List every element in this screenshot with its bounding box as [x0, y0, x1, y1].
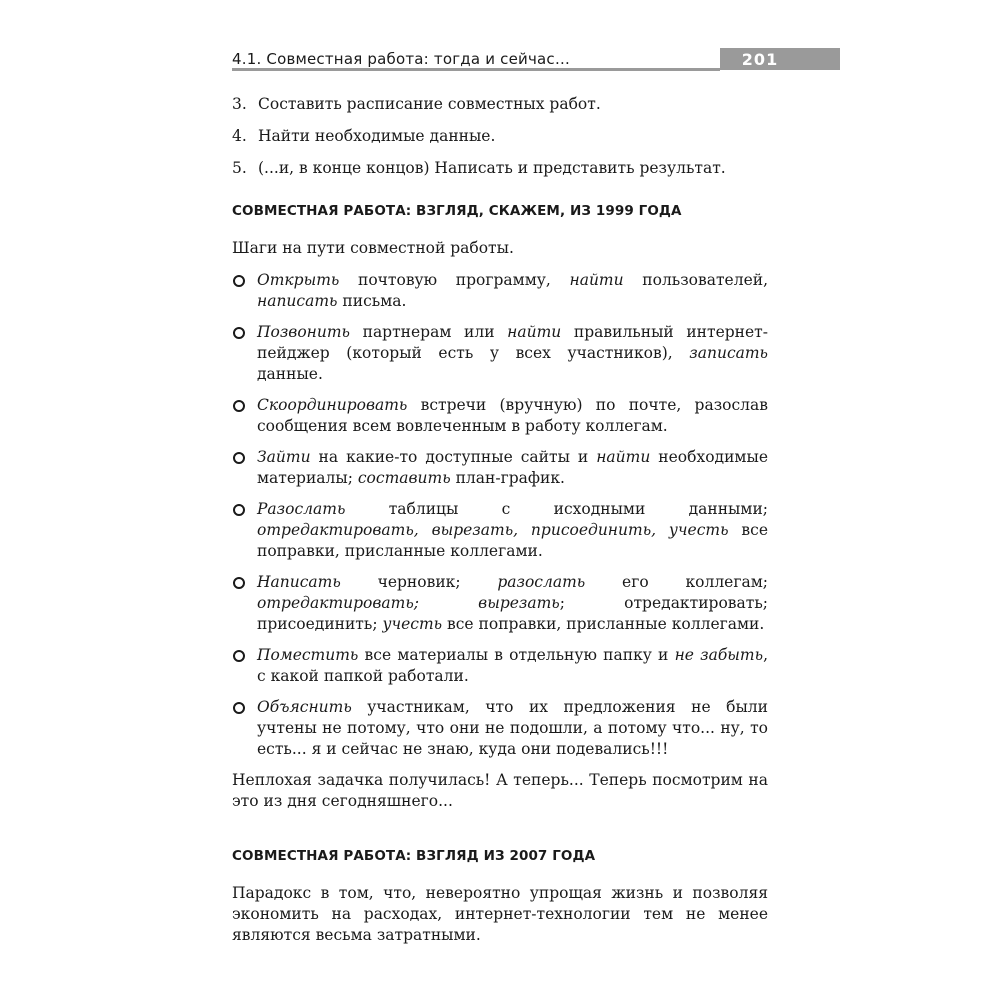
- emphasized-verb: учесть: [382, 615, 443, 633]
- bullet-text: участникам, что их предложения не были учтены не потому, что они не подошли, а потому что... ну, то есть... я и сейчас не знаю, куда они подевались!!!: [257, 698, 768, 758]
- bullet-text: почтовую программу,: [339, 271, 570, 289]
- bullet-circle-icon: [233, 400, 245, 412]
- bullet-circle-icon: [233, 702, 245, 714]
- emphasized-verb: найти: [569, 271, 624, 289]
- emphasized-verb: Скоординировать: [257, 396, 408, 414]
- emphasized-verb: записать: [689, 344, 768, 362]
- section-outro: Неплохая задачка получилась! А теперь... Теперь посмотрим на это из дня сегодняшнего...: [232, 771, 768, 810]
- bullet-text: данные.: [257, 365, 323, 383]
- bullet-text: все материалы в отдельную папку и: [358, 646, 675, 664]
- bullet-item: [232, 447, 768, 489]
- bullet-text: партнерам или: [350, 323, 508, 341]
- header-rule: [232, 68, 720, 71]
- emphasized-verb: отредактировать; вырезать: [257, 594, 560, 612]
- bullet-text: , с какой папкой работали.: [257, 646, 768, 685]
- emphasized-verb: написать: [257, 292, 338, 310]
- bullet-text: ; отредактировать; присоединить;: [257, 594, 768, 633]
- running-header: [232, 48, 840, 72]
- emphasized-verb: Позвонить: [257, 323, 350, 341]
- item-number: 5.: [232, 159, 247, 177]
- bullet-text: все поправки, присланные коллегами.: [257, 521, 768, 560]
- item-number: 3.: [232, 95, 247, 113]
- section-heading-1999: СОВМЕСТНАЯ РАБОТА: ВЗГЛЯД, СКАЖЕМ, ИЗ 1999 ГОДА: [232, 203, 682, 219]
- emphasized-verb: Поместить: [257, 646, 359, 664]
- emphasized-verb: Зайти: [257, 448, 311, 466]
- numbered-item: [232, 158, 768, 179]
- numbered-item: [232, 126, 768, 147]
- bullet-text: письма.: [337, 292, 407, 310]
- page-number: 201: [741, 50, 779, 69]
- emphasized-verb: Открыть: [257, 271, 340, 289]
- emphasized-verb: найти: [596, 448, 651, 466]
- item-text: Найти необходимые данные.: [258, 127, 496, 145]
- bullet-circle-icon: [233, 275, 245, 287]
- emphasized-verb: составить: [357, 469, 451, 487]
- bullet-item: [232, 645, 768, 687]
- bullet-text: его коллегам;: [585, 573, 768, 591]
- emphasized-verb: отредактировать, вырезать, присоединить, учесть: [257, 521, 729, 539]
- bullet-text: встречи (вручную) по почте, разослав сообщения всем вовлеченным в работу коллегам.: [257, 396, 768, 435]
- bullet-text: план-график.: [450, 469, 565, 487]
- bullet-item: [232, 395, 768, 437]
- bullet-list: [232, 270, 768, 760]
- bullet-item: [232, 322, 768, 385]
- bullet-text: таблицы с исходными данными;: [345, 500, 768, 518]
- emphasized-verb: найти: [507, 323, 562, 341]
- emphasized-verb: Объяснить: [257, 698, 352, 716]
- bullet-text: правильный интернет-пейджер (который есть у всех участников),: [257, 323, 768, 362]
- bullet-circle-icon: [233, 327, 245, 339]
- emphasized-verb: Разослать: [257, 500, 346, 518]
- bullet-item: [232, 572, 768, 635]
- bullet-text: на какие-то доступные сайты и: [310, 448, 597, 466]
- bullet-item: [232, 499, 768, 562]
- bullet-circle-icon: [233, 577, 245, 589]
- numbered-item: [232, 94, 768, 115]
- bullet-circle-icon: [233, 504, 245, 516]
- bullet-circle-icon: [233, 452, 245, 464]
- bullet-text: все поправки, присланные коллегами.: [442, 615, 765, 633]
- item-text: (...и, в конце концов) Написать и представить результат.: [258, 159, 726, 177]
- emphasized-verb: не забыть: [674, 646, 764, 664]
- running-header-title: 4.1. Совместная работа: тогда и сейчас…: [232, 50, 571, 68]
- item-number: 4.: [232, 127, 247, 145]
- emphasized-verb: разослать: [497, 573, 586, 591]
- section-heading-2007: СОВМЕСТНАЯ РАБОТА: ВЗГЛЯД ИЗ 2007 ГОДА: [232, 848, 596, 864]
- bullet-text: необходимые материалы;: [257, 448, 768, 487]
- bullet-text: пользователей,: [623, 271, 769, 289]
- bullet-circle-icon: [233, 650, 245, 662]
- item-text: Составить расписание совместных работ.: [258, 95, 601, 113]
- bullet-text: черновик;: [340, 573, 498, 591]
- emphasized-verb: Написать: [257, 573, 341, 591]
- bullet-item: [232, 697, 768, 760]
- section-2007-text: Парадокс в том, что, невероятно упрощая жизнь и позволяя экономить на расходах, интернет-технологии тем не менее являются весьма затратными.: [232, 884, 768, 944]
- page-number-box: [720, 48, 840, 70]
- page-content: [232, 94, 768, 957]
- bullet-item: [232, 270, 768, 312]
- section-intro: Шаги на пути совместной работы.: [232, 239, 514, 257]
